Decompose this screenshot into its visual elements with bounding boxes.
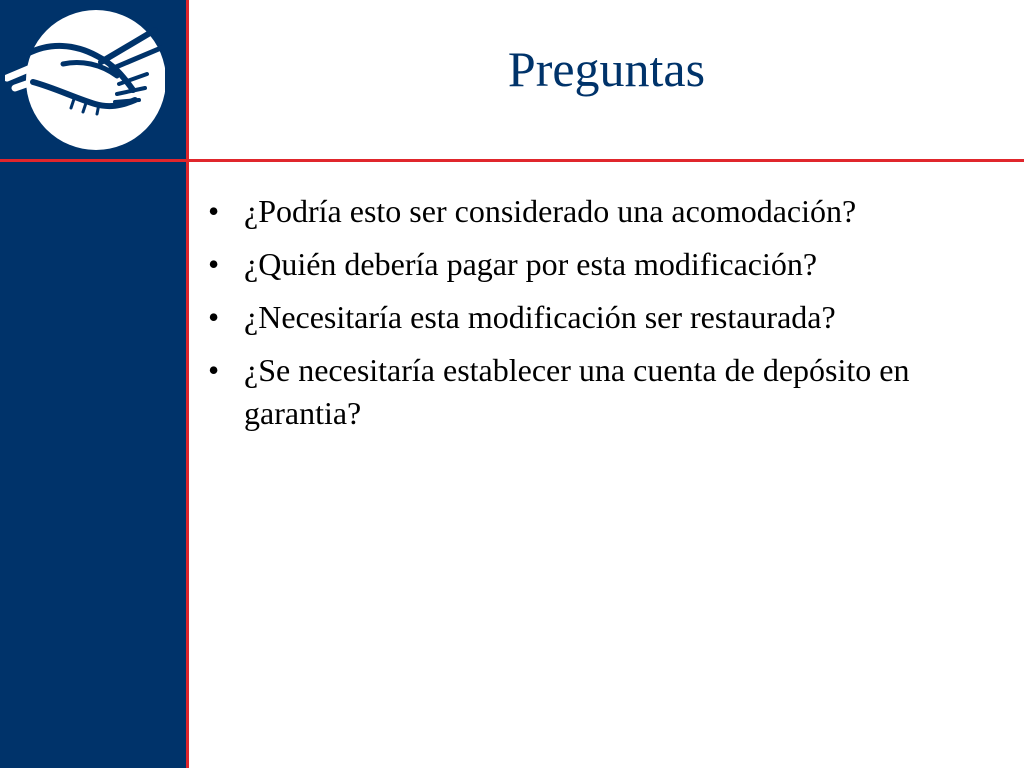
- bullet-marker: •: [208, 299, 220, 335]
- bullet-text: ¿Se necesitaría establecer una cuenta de depósito en garantia?: [244, 352, 910, 431]
- bullet-text: ¿Necesitaría esta modificación ser restaurada?: [244, 299, 836, 335]
- bullet-marker: •: [208, 246, 220, 282]
- vertical-accent-line: [186, 0, 189, 768]
- list-item: [208, 243, 998, 286]
- bullet-list: [208, 190, 998, 445]
- horizontal-accent-line: [0, 159, 1024, 162]
- bullet-marker: •: [208, 352, 220, 388]
- list-item: [208, 296, 998, 339]
- slide-title: Preguntas: [507, 41, 706, 97]
- handshake-icon: [5, 4, 165, 154]
- bullet-text: ¿Podría esto ser considerado una acomodación?: [244, 193, 857, 229]
- bullet-text: ¿Quién debería pagar por esta modificación?: [244, 246, 818, 282]
- bullet-marker: •: [208, 193, 220, 229]
- list-item: [208, 349, 998, 435]
- list-item: [208, 190, 998, 233]
